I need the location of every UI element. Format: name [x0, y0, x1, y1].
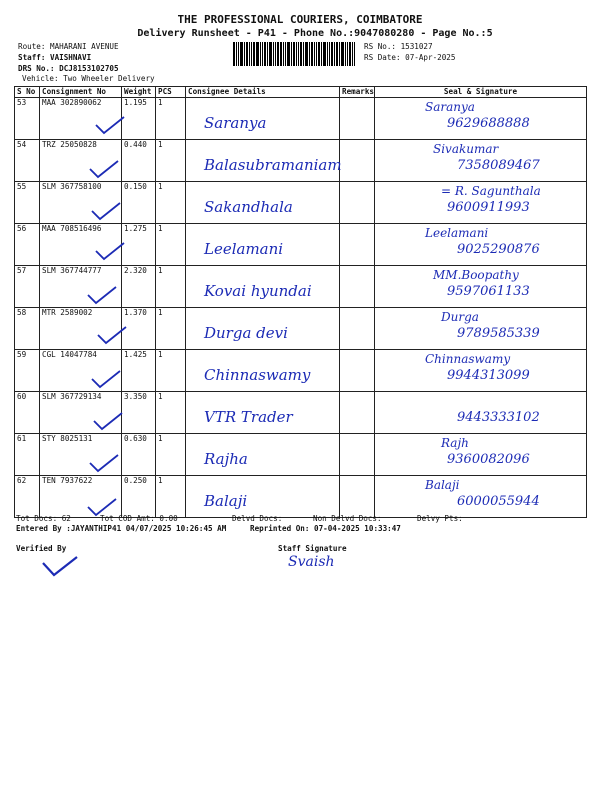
cell-weight: 1.370 [122, 308, 156, 350]
consignee-handwriting: Rajha [204, 450, 248, 468]
cell-weight: 1.195 [122, 98, 156, 140]
barcode-bar [277, 42, 279, 66]
cell-remarks [340, 434, 375, 476]
consignee-handwriting: Sakandhala [204, 198, 293, 216]
staff-signature-handwriting: Svaish [288, 554, 335, 570]
consignee-handwriting: Durga devi [204, 324, 288, 342]
barcode-bar [334, 42, 335, 66]
barcode-bar [264, 42, 266, 66]
cell-pcs: 1 [156, 434, 186, 476]
barcode-bar [246, 42, 248, 66]
cell-remarks [340, 350, 375, 392]
col-header-sno: S No [15, 87, 40, 98]
barcode-bar [260, 42, 261, 66]
barcode-bar [341, 42, 344, 66]
cell-consignment-no: SLM 367758100 [40, 182, 122, 224]
cell-signature [375, 224, 587, 266]
signature-name: Leelamani [425, 226, 489, 240]
barcode-bar [238, 42, 239, 66]
consignee-handwriting: VTR Trader [204, 408, 293, 426]
cell-consignment-no: MAA 708516496 [40, 224, 122, 266]
cell-remarks [340, 140, 375, 182]
barcode-bar [269, 42, 272, 66]
entered-by: Entered By :JAYANTHIP41 04/07/2025 10:26:45 AM [16, 524, 227, 533]
cell-sno: 61 [15, 434, 40, 476]
cell-weight: 0.630 [122, 434, 156, 476]
barcode-bar [305, 42, 308, 66]
signature-name: Balaji [425, 478, 460, 492]
cell-remarks [340, 224, 375, 266]
signature-name: Saranya [425, 100, 475, 114]
cell-signature [375, 434, 587, 476]
barcode-bar [300, 42, 302, 66]
barcode-bar [253, 42, 255, 66]
cell-pcs: 1 [156, 182, 186, 224]
barcode-bar [298, 42, 299, 66]
barcode-bar [233, 42, 235, 66]
barcode-bar [275, 42, 276, 66]
non-delivered-docs: Non Delvd Docs: [313, 514, 382, 523]
col-header-weight: Weight [122, 87, 156, 98]
table-header-row [15, 87, 587, 98]
table-row [15, 266, 587, 308]
cell-weight: 0.150 [122, 182, 156, 224]
cell-consignment-no: MTR 2589002 [40, 308, 122, 350]
cell-consignment-no: CGL 14047784 [40, 350, 122, 392]
page-title: THE PROFESSIONAL COURIERS, COIMBATORE [177, 13, 423, 26]
cell-weight: 1.425 [122, 350, 156, 392]
cell-remarks [340, 392, 375, 434]
barcode-bar [291, 42, 292, 66]
consignee-handwriting: Kovai hyundai [204, 282, 312, 300]
col-header-consignee: Consignee Details [186, 87, 340, 98]
table-row [15, 98, 587, 140]
cell-weight: 0.440 [122, 140, 156, 182]
consignee-handwriting: Chinnaswamy [204, 366, 311, 384]
total-cod-amount: Tot COD Amt: 0.00 [100, 514, 178, 523]
barcode-bar [329, 42, 330, 66]
signature-phone: 9025290876 [457, 242, 540, 257]
barcode-bar [323, 42, 326, 66]
cell-consignment-no: TEN 7937622 [40, 476, 122, 518]
barcode-bar [283, 42, 284, 66]
signature-phone: 7358089467 [457, 158, 540, 173]
cell-pcs: 1 [156, 266, 186, 308]
barcode-bar [347, 42, 348, 66]
cell-weight: 0.250 [122, 476, 156, 518]
vehicle-label: Vehicle: Two Wheeler Delivery [22, 74, 155, 83]
cell-pcs: 1 [156, 224, 186, 266]
total-docs: Tot Docs: 62 [16, 514, 71, 523]
staff-label: Staff: VAISHNAVI [18, 53, 92, 62]
barcode-bar [309, 42, 310, 66]
delivered-check-mark [90, 202, 124, 222]
table-row [15, 392, 587, 434]
barcode-bar [273, 42, 274, 66]
barcode-bar [251, 42, 252, 66]
col-header-remarks: Remarks [340, 87, 375, 98]
cell-consignment-no: STY 8025131 [40, 434, 122, 476]
verified-check-mark [40, 555, 80, 579]
cell-signature [375, 182, 587, 224]
cell-consignee [186, 140, 340, 182]
cell-consignment-no: MAA 302890062 [40, 98, 122, 140]
cell-consignee [186, 392, 340, 434]
reprinted-on: Reprinted On: 07-04-2025 10:33:47 [250, 524, 401, 533]
cell-pcs: 1 [156, 476, 186, 518]
delivered-check-mark [88, 160, 122, 180]
signature-phone: 9443333102 [457, 410, 540, 425]
table-row [15, 140, 587, 182]
cell-pcs: 1 [156, 98, 186, 140]
barcode-bar [285, 42, 286, 66]
rs-date: RS Date: 07-Apr-2025 [364, 53, 456, 62]
cell-remarks [340, 182, 375, 224]
barcode-bar [244, 42, 245, 66]
barcode-bar [327, 42, 328, 66]
delivery-points: Delvy Pts: [417, 514, 463, 523]
cell-consignment-no: TRZ 25050828 [40, 140, 122, 182]
cell-sno: 59 [15, 350, 40, 392]
cell-signature [375, 266, 587, 308]
delivered-check-mark [86, 286, 120, 306]
route-label: Route: MAHARANI AVENUE [18, 42, 119, 51]
table-row [15, 434, 587, 476]
signature-name: Durga [441, 310, 479, 324]
cell-consignee [186, 350, 340, 392]
cell-signature [375, 476, 587, 518]
signature-phone: 9944313099 [447, 368, 530, 383]
cell-sno: 53 [15, 98, 40, 140]
barcode-bar [318, 42, 320, 66]
rs-number: RS No.: 1531027 [364, 42, 433, 51]
cell-consignee [186, 266, 340, 308]
cell-signature [375, 308, 587, 350]
cell-sno: 56 [15, 224, 40, 266]
barcode-bar [336, 42, 338, 66]
consignee-handwriting: Leelamani [204, 240, 284, 258]
table-row [15, 182, 587, 224]
cell-consignment-no: SLM 367729134 [40, 392, 122, 434]
cell-sno: 55 [15, 182, 40, 224]
cell-signature [375, 140, 587, 182]
verified-by-label: Verified By [16, 544, 67, 553]
barcode-bar [311, 42, 313, 66]
cell-consignee [186, 308, 340, 350]
cell-weight: 2.320 [122, 266, 156, 308]
barcode-bar [331, 42, 333, 66]
signature-name: = R. Sagunthala [441, 184, 541, 198]
col-header-signature: Seal & Signature [375, 87, 587, 98]
cell-remarks [340, 308, 375, 350]
table-row [15, 308, 587, 350]
col-header-pcs: PCS [156, 87, 186, 98]
barcode-bar [249, 42, 250, 66]
cell-weight: 1.275 [122, 224, 156, 266]
staff-signature-label: Staff Signature [278, 544, 347, 553]
barcode-bar [240, 42, 243, 66]
cell-consignee [186, 224, 340, 266]
barcode-bar [314, 42, 315, 66]
cell-remarks [340, 98, 375, 140]
barcode-bar [321, 42, 322, 66]
cell-remarks [340, 266, 375, 308]
barcode-bar [287, 42, 290, 66]
barcode-bar [339, 42, 340, 66]
cell-consignee [186, 434, 340, 476]
barcode-bar [267, 42, 268, 66]
barcode-bar [293, 42, 295, 66]
signature-name: Rajh [441, 436, 469, 450]
barcode [233, 42, 357, 66]
barcode-bar [354, 42, 355, 66]
delivered-docs: Delvd Docs: [232, 514, 283, 523]
consignee-handwriting: Balaji [204, 492, 248, 510]
cell-remarks [340, 476, 375, 518]
cell-pcs: 1 [156, 350, 186, 392]
barcode-bar [296, 42, 297, 66]
table-row [15, 224, 587, 266]
signature-phone: 6000055944 [457, 494, 540, 509]
drs-number: DRS No.: DCJ8153102705 [18, 64, 119, 73]
signature-phone: 9629688888 [447, 116, 530, 131]
signature-name: MM.Boopathy [433, 268, 519, 282]
cell-sno: 54 [15, 140, 40, 182]
delivered-check-mark [90, 370, 124, 390]
barcode-bar [303, 42, 304, 66]
cell-pcs: 1 [156, 392, 186, 434]
cell-pcs: 1 [156, 308, 186, 350]
cell-signature [375, 350, 587, 392]
barcode-bar [316, 42, 317, 66]
table-row [15, 350, 587, 392]
cell-sno: 62 [15, 476, 40, 518]
consignee-handwriting: Saranya [204, 114, 267, 132]
table-row [15, 476, 587, 518]
signature-phone: 9789585339 [457, 326, 540, 341]
cell-signature [375, 98, 587, 140]
signature-name: Chinnaswamy [425, 352, 511, 366]
cell-sno: 60 [15, 392, 40, 434]
cell-sno: 58 [15, 308, 40, 350]
runsheet-subtitle: Delivery Runsheet - P41 - Phone No.:9047080280 - Page No.:5 [137, 28, 493, 39]
cell-consignee [186, 182, 340, 224]
signature-phone: 9597061133 [447, 284, 530, 299]
col-header-consignment: Consignment No [40, 87, 122, 98]
barcode-bar [352, 42, 353, 66]
barcode-bar [345, 42, 346, 66]
runsheet-table [14, 86, 587, 518]
cell-consignee [186, 476, 340, 518]
cell-weight: 3.350 [122, 392, 156, 434]
barcode-bar [236, 42, 237, 66]
consignee-handwriting: Balasubramaniam [204, 156, 342, 174]
barcode-bar [256, 42, 259, 66]
cell-consignment-no: SLM 367744777 [40, 266, 122, 308]
cell-consignee [186, 98, 340, 140]
delivered-check-mark [88, 454, 122, 474]
barcode-bar [262, 42, 263, 66]
signature-phone: 9600911993 [447, 200, 530, 215]
signature-phone: 9360082096 [447, 452, 530, 467]
cell-sno: 57 [15, 266, 40, 308]
cell-signature [375, 392, 587, 434]
barcode-bar [280, 42, 282, 66]
signature-name: Sivakumar [433, 142, 499, 156]
barcode-bar [349, 42, 351, 66]
cell-pcs: 1 [156, 140, 186, 182]
